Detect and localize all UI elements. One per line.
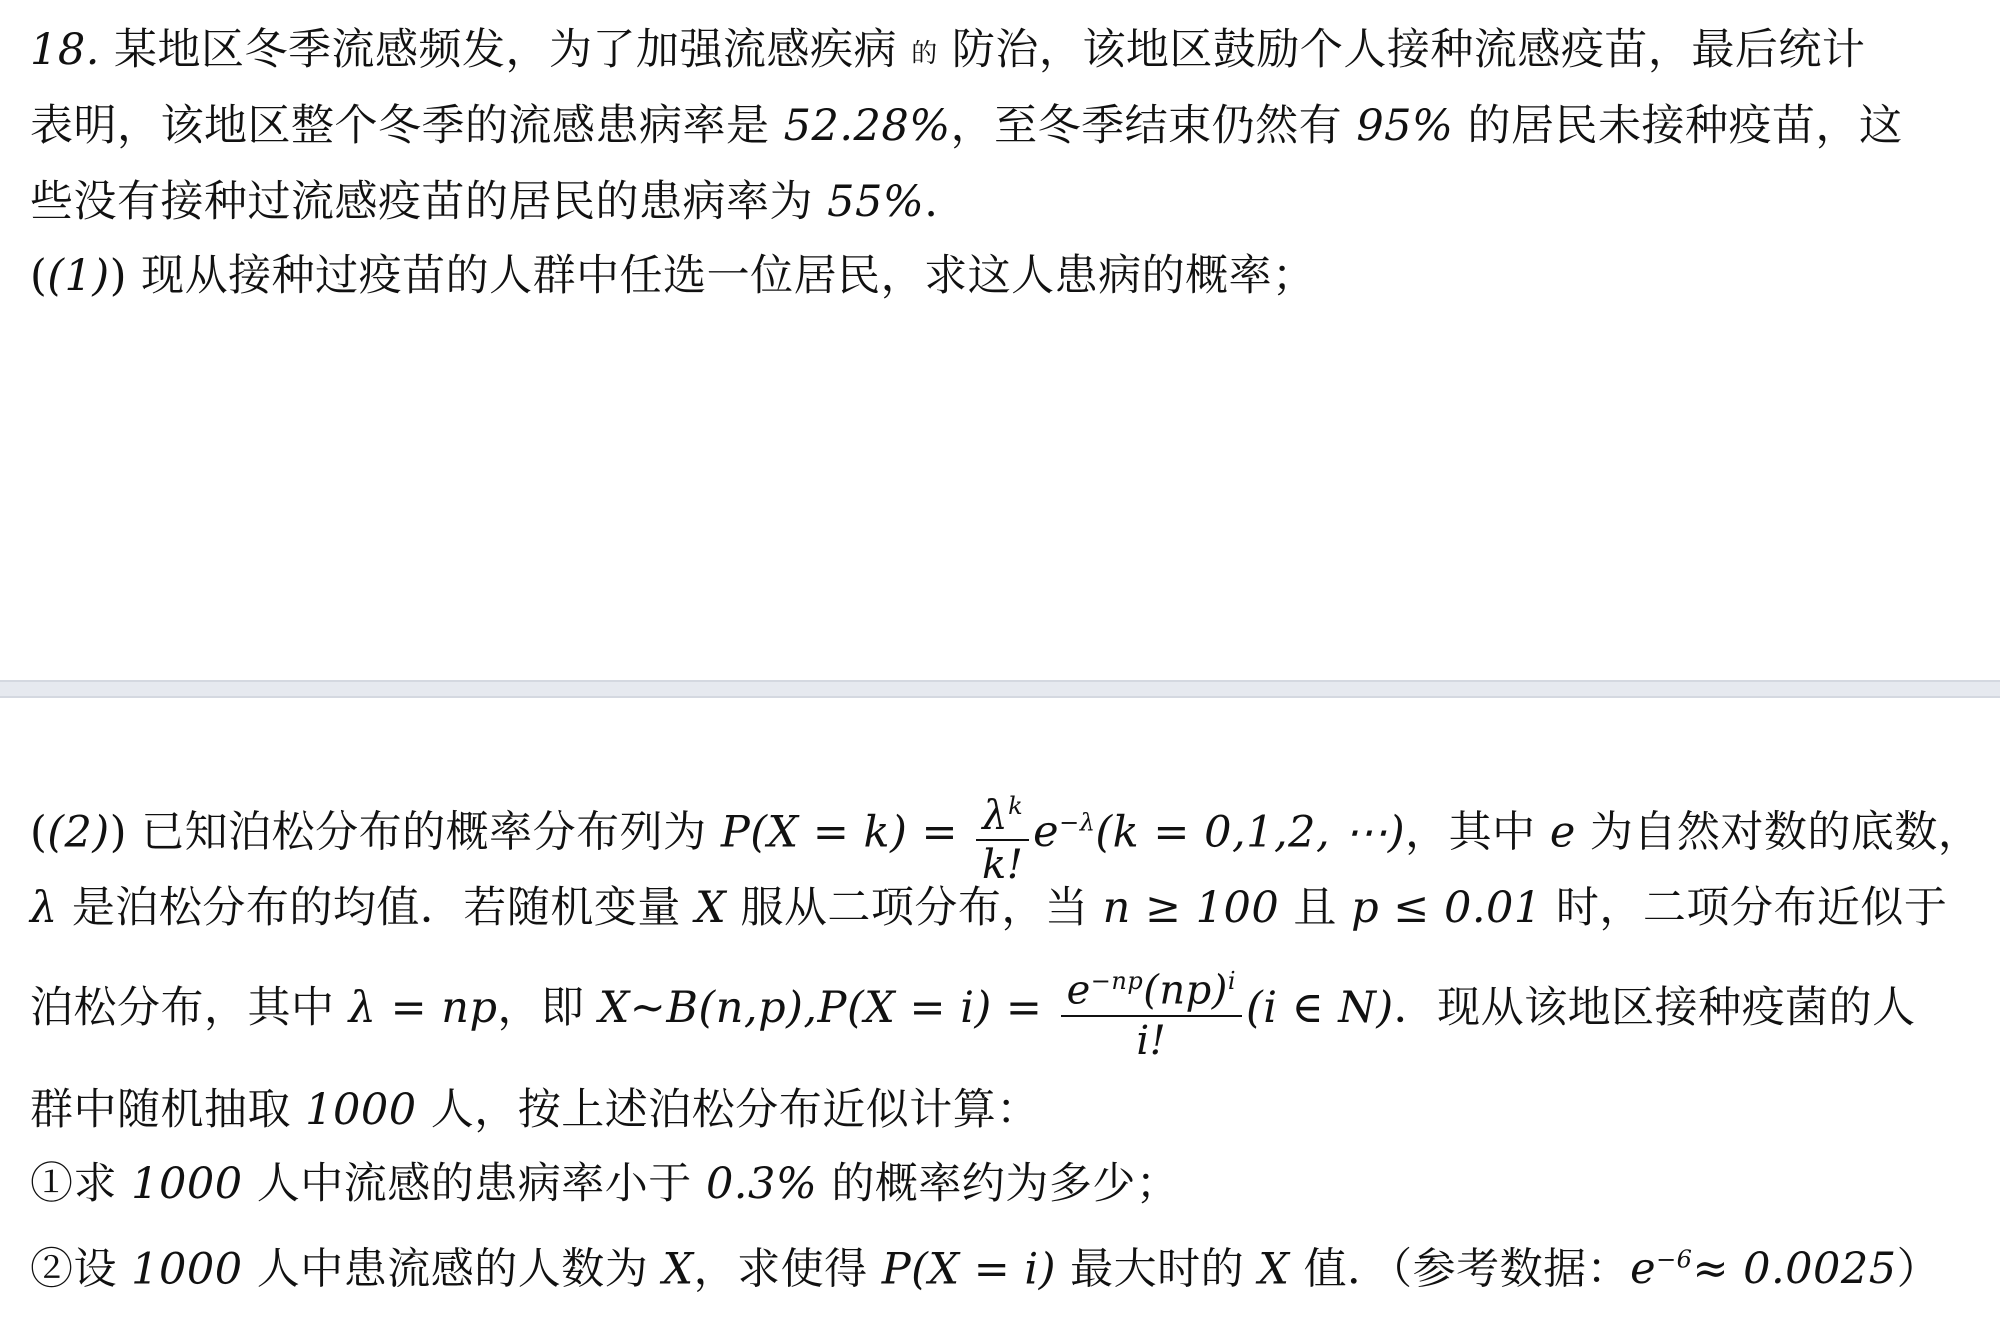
question-1-label: ((1)) xyxy=(30,251,127,301)
reference-data: $e^{-6}\approx 0.0025$ xyxy=(1630,1244,1897,1295)
question-2-line-4 xyxy=(30,1082,1040,1138)
approx-numerator: $e^{-np}(np)^i$ xyxy=(1061,957,1242,1016)
random-variable-x: X xyxy=(662,1244,694,1295)
poisson-denominator: k! xyxy=(982,841,1024,888)
problem-line-2 xyxy=(30,98,1903,154)
sample-size: 1000 xyxy=(305,1085,417,1135)
problem-text: 表明，该地区整个冬季的流感患病率是 xyxy=(30,101,784,151)
lambda-definition: λ = np xyxy=(348,983,498,1033)
condition-n: n ≥ 100 xyxy=(1102,883,1280,933)
section-divider xyxy=(0,680,2000,698)
problem-part2-panel xyxy=(0,698,2000,1328)
poisson-exponential: $e^{-\lambda}$ xyxy=(1033,807,1096,858)
circled-two-marker: ② xyxy=(30,1244,74,1295)
index-set: (i ∈ N) xyxy=(1246,983,1394,1033)
unvaccinated-infection-rate: 55% xyxy=(827,177,925,227)
sub-question-1-text: 的概率约为多少； xyxy=(817,1159,1180,1209)
question-2-text: 是泊松分布的均值．若随机变量 xyxy=(57,883,696,933)
sub-question-2-text: ，求使得 xyxy=(693,1244,882,1295)
random-variable-x: X xyxy=(1258,1244,1290,1295)
sub-question-2-text: 最大时的 xyxy=(1055,1244,1259,1295)
poisson-fraction xyxy=(976,782,1029,889)
random-variable-x: X xyxy=(695,883,727,933)
question-2-text: 泊松分布，其中 xyxy=(30,983,349,1033)
problem-text: 防治，该地区鼓励个人接种流感疫苗，最后统计 xyxy=(937,25,1866,75)
poisson-numerator: $\lambda^k$ xyxy=(976,782,1029,841)
sub-question-2-text: 值．（参考数据： xyxy=(1289,1244,1631,1295)
sub-question-2-text: ） xyxy=(1896,1244,1941,1295)
problem-text: 的居民未接种疫苗，这 xyxy=(1453,101,1903,151)
sub-question-1-text: 求 xyxy=(73,1159,132,1209)
question-2-text: 时，二项分布近似于 xyxy=(1541,883,1948,933)
problem-line-3 xyxy=(30,174,938,230)
probability-expression: P(X = i) xyxy=(881,1244,1056,1295)
question-2-line-1 xyxy=(30,768,1981,889)
question-1-text: 现从接种过疫苗的人群中任选一位居民，求这人患病的概率； xyxy=(126,251,1316,301)
sub-question-1-text: 人中流感的患病率小于 xyxy=(242,1159,706,1209)
sub-question-2-text: 设 xyxy=(73,1244,132,1295)
question-2-text: ，其中 xyxy=(1405,807,1550,858)
question-2-text: 群中随机抽取 xyxy=(30,1085,306,1135)
condition-p: p ≤ 0.01 xyxy=(1351,883,1542,933)
sub-question-1 xyxy=(30,1156,1179,1212)
question-2-text: 服从二项分布，当 xyxy=(726,883,1103,933)
question-2-text: 人，按上述泊松分布近似计算： xyxy=(416,1085,1040,1135)
question-2-text: 为自然对数的底数， xyxy=(1575,807,1982,858)
problem-number: 18. xyxy=(30,25,100,75)
problem-text: . xyxy=(924,177,939,227)
problem-text: ，至冬季结束仍然有 xyxy=(950,101,1357,151)
question-1 xyxy=(30,248,1316,304)
problem-line-1 xyxy=(30,22,1865,82)
lambda-symbol: λ xyxy=(30,883,58,933)
poisson-range: (k = 0,1,2, ⋯) xyxy=(1095,807,1406,858)
question-2-label: ((2)) xyxy=(30,807,127,858)
problem-text: 某地区冬季流感频发，为了加强流感疾病 xyxy=(99,25,912,75)
approx-denominator: i! xyxy=(1136,1017,1167,1064)
rate-threshold: 0.3% xyxy=(705,1159,818,1209)
sample-size: 1000 xyxy=(131,1159,243,1209)
euler-constant: e xyxy=(1549,807,1576,858)
total-infection-rate: 52.28% xyxy=(783,101,951,151)
circled-one-marker: ① xyxy=(30,1159,74,1209)
sample-size: 1000 xyxy=(131,1244,243,1295)
question-2-text: 且 xyxy=(1279,883,1352,933)
question-2-line-3 xyxy=(30,948,1916,1068)
question-2-line-2 xyxy=(30,880,1947,936)
binomial-distribution: X~B(n,p),P(X = i) = xyxy=(598,983,1057,1033)
unvaccinated-percent: 95% xyxy=(1356,101,1454,151)
question-2-text: ，即 xyxy=(497,983,599,1033)
question-2-text: ．现从该地区接种疫菌的人 xyxy=(1393,983,1916,1033)
problem-text-small: 的 xyxy=(911,39,938,69)
sub-question-2-text: 人中患流感的人数为 xyxy=(242,1244,663,1295)
sub-question-2 xyxy=(30,1232,1940,1297)
approx-fraction xyxy=(1061,957,1242,1064)
question-2-text: 已知泊松分布的概率分布列为 xyxy=(126,807,721,858)
problem-text: 些没有接种过流感疫苗的居民的患病率为 xyxy=(30,177,828,227)
poisson-formula-lhs: P(X = k) = xyxy=(720,807,973,858)
